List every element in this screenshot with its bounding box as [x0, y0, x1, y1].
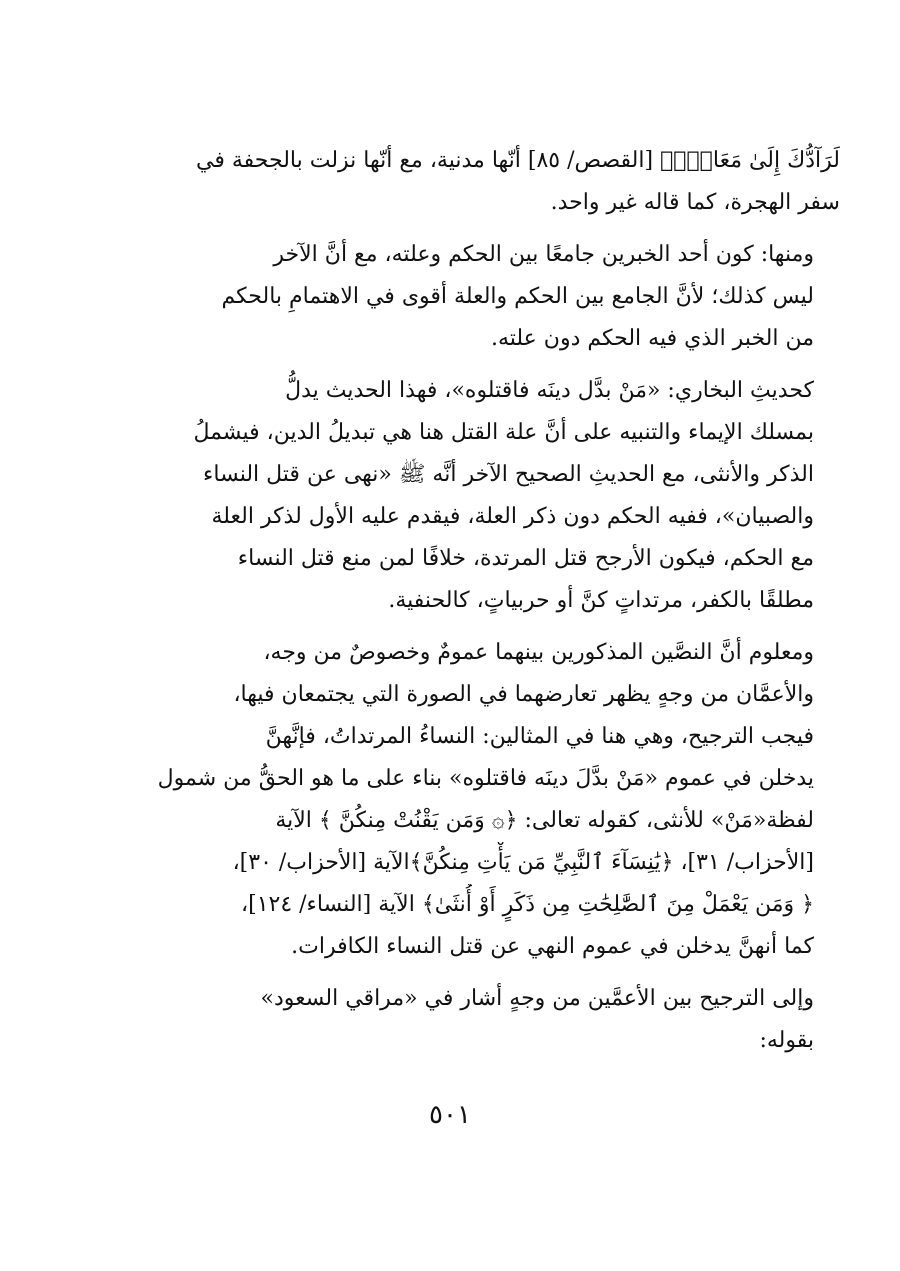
- text-line: بقوله:: [759, 1028, 814, 1053]
- text-line: بمسلك الإيماء والتنبيه على أنَّ علة القتل هنا هي تبديلُ الدين، فيشملُ: [193, 420, 814, 445]
- paragraph-5: [120, 978, 840, 1062]
- paragraph-3: [120, 370, 840, 622]
- text-line: ليس كذلك؛ لأنَّ الجامع بين الحكم والعلة أقوى في الاهتمامِ بالحكم: [221, 284, 814, 309]
- text-line: يدخلن في عموم «مَنْ بدَّلَ دينَه فاقتلوه» بناء على ما هو الحقُّ من شمول: [157, 766, 814, 791]
- text-line: ومنها: كون أحد الخبرين جامعًا بين الحكم وعلته، مع أنَّ الآخر: [273, 242, 814, 267]
- text-line: ﴿ وَمَن يَعْمَلْ مِنَ ٱلصَّٰلِحَٰتِ مِن ذَكَرٍ أَوْ أُنثَىٰ﴾ الآية [النساء/ ١٢٤]،: [241, 892, 814, 917]
- text-line: مطلقًا بالكفر، مرتداتٍ كنَّ أو حربياتٍ، كالحنفية.: [388, 588, 814, 613]
- text-line: [الأحزاب/ ٣١]، ﴿يَٰنِسَآءَ ٱلنَّبِيِّ مَن يَأْتِ مِنكُنَّ﴾الآية [الأحزاب/ ٣٠]،: [232, 850, 814, 875]
- text-line: سفر الهجرة، كما قاله غير واحد.: [550, 190, 840, 215]
- page-body: [120, 140, 840, 1072]
- page-number: ٥٠١: [429, 1100, 471, 1130]
- text-line: ومعلوم أنَّ النصَّين المذكورين بينهما عمومٌ وخصوصٌ من وجه،: [263, 640, 814, 665]
- text-line: الذكر والأنثى، مع الحديثِ الصحيح الآخر أنَّه ﷺ «نهى عن قتل النساء: [203, 462, 814, 487]
- paragraph-2: [120, 234, 840, 360]
- text-line: والصبيان»، ففيه الحكم دون ذكر العلة، فيقدم عليه الأول لذكر العلة: [211, 504, 814, 529]
- text-line: لفظة«مَنْ» للأنثى، كقوله تعالى: ﴿۞ وَمَن يَقْنُتْ مِنكُنَّ ﴾ الآية: [275, 808, 814, 833]
- text-line: كما أنهنَّ يدخلن في عموم النهي عن قتل النساء الكافرات.: [291, 934, 814, 959]
- text-line: لَرَآدُّكَ إِلَىٰ مَعَادٍۚ﴾ [القصص/ ٨٥] أنّها مدنية، مع أنّها نزلت بالجحفة في: [196, 148, 840, 173]
- text-line: من الخبر الذي فيه الحكم دون علته.: [490, 326, 814, 351]
- text-line: وإلى الترجيح بين الأعمَّين من وجهٍ أشار في «مراقي السعود»: [260, 986, 814, 1011]
- text-line: فيجب الترجيح، وهي هنا في المثالين: النساءُ المرتداتُ، فإنَّهنَّ: [265, 724, 814, 749]
- text-line: كحديثِ البخاري: «مَنْ بدَّل دينَه فاقتلوه»، فهذا الحديث يدلُّ: [285, 378, 814, 403]
- text-line: مع الحكم، فيكون الأرجح قتل المرتدة، خلافًا لمن منع قتل النساء: [237, 546, 814, 571]
- text-line: والأعمَّان من وجهٍ يظهر تعارضهما في الصورة التي يجتمعان فيها،: [233, 682, 814, 707]
- paragraph-4: [120, 632, 840, 968]
- paragraph-1: [120, 140, 840, 224]
